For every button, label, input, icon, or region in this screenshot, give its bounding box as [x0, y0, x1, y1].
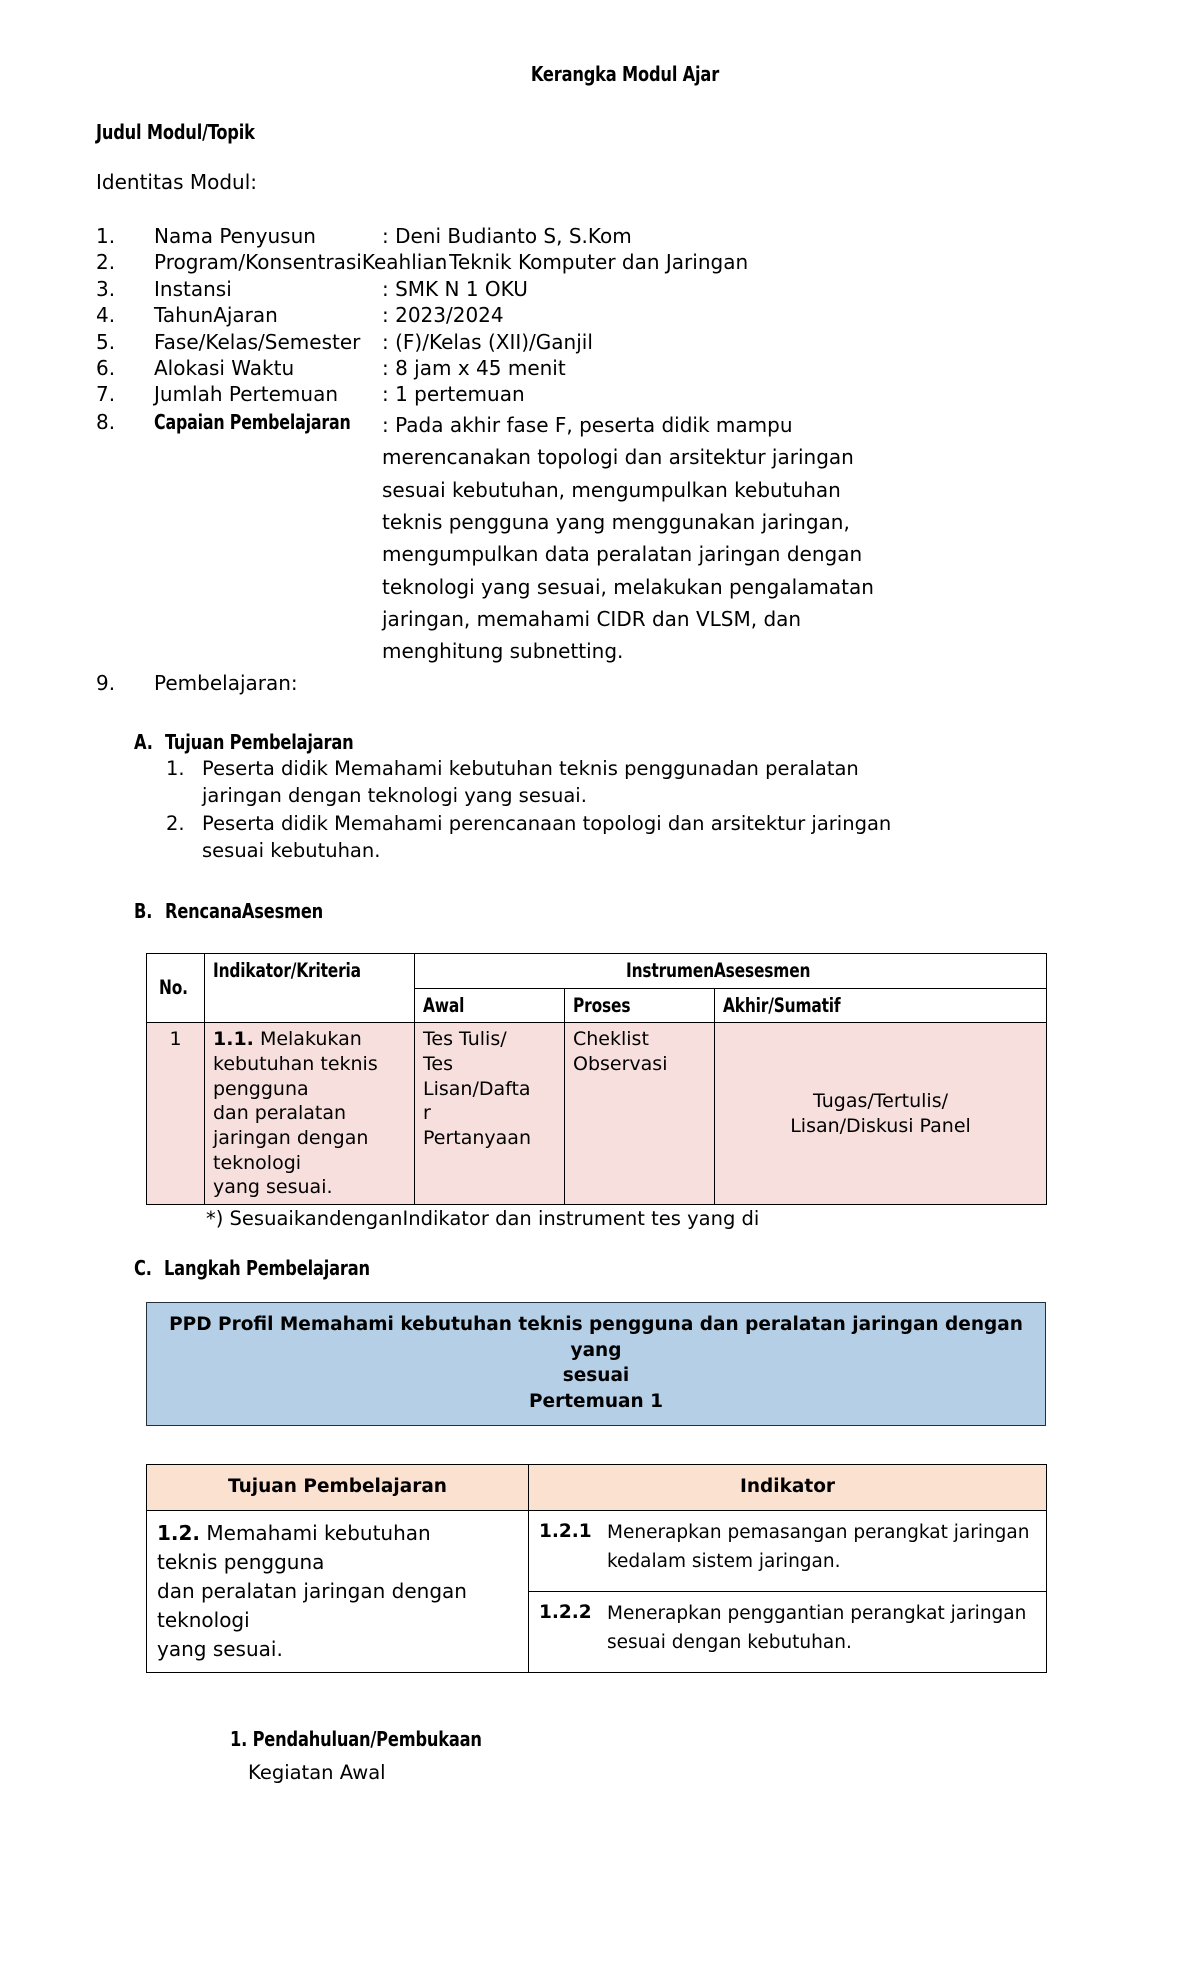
- col-header-tujuan: [147, 1465, 529, 1511]
- col-header-indikator: [529, 1465, 1047, 1511]
- col-header-proses: [565, 988, 715, 1023]
- item-number: 3.: [96, 276, 116, 301]
- cell-line: r: [423, 1102, 431, 1125]
- cell-akhir: [715, 1023, 1047, 1205]
- cell-line: [157, 1519, 518, 1548]
- cell-line: dan peralatan: [213, 1102, 347, 1125]
- cell-no: 1: [147, 1023, 205, 1205]
- section-a-heading: [134, 730, 1124, 754]
- table-row: [147, 1510, 1047, 1591]
- col-header-akhir-text: Akhir/Sumatif: [723, 993, 841, 1017]
- cell-line: Lisan/Diskusi Panel: [790, 1114, 971, 1137]
- item-label: Nama Penyusun: [154, 224, 316, 248]
- cell-line: Menerapkan pemasangan perangkat jaringan: [607, 1521, 1030, 1543]
- section-b: [96, 899, 1124, 923]
- asesmen-table-wrap: [96, 953, 1124, 1230]
- item-value: : Deni Budianto S, S.Kom: [382, 224, 632, 248]
- tujuan-code: 1.2.: [157, 1520, 201, 1545]
- tujuan-indikator-table-wrap: [96, 1464, 1124, 1673]
- item-label: Program/KonsentrasiKeahlian: [154, 250, 448, 275]
- section-a-letter: A.: [134, 730, 153, 755]
- section-a: [96, 730, 1124, 865]
- item-label: TahunAjaran: [154, 303, 278, 328]
- cell-line: Tugas/Tertulis/: [813, 1089, 948, 1112]
- col-header-no-text: No.: [159, 976, 188, 1000]
- identitas-item: [96, 355, 1124, 381]
- cell-line: yang sesuai.: [213, 1176, 333, 1199]
- item-label: [154, 409, 382, 435]
- indikator-text: [607, 1600, 1036, 1657]
- cell-line: [213, 1027, 406, 1052]
- cell-line: Tes: [423, 1052, 453, 1075]
- indikator-text: [607, 1519, 1036, 1576]
- col-header-indikator-text: Indikator: [739, 1476, 836, 1498]
- item-label: Pembelajaran:: [154, 670, 298, 695]
- module-title-heading: [96, 120, 1124, 144]
- cell-indikator: [529, 1591, 1047, 1672]
- cell-line: Lisan/Dafta: [423, 1077, 531, 1100]
- col-header-proses-text: Proses: [573, 993, 631, 1017]
- capaian-label-text: Capaian Pembelajaran: [154, 409, 351, 434]
- capaian-pembelajaran-item: [96, 409, 1124, 668]
- item-value: : 8 jam x 45 menit: [382, 355, 566, 380]
- cell-line: kebutuhan teknis: [213, 1052, 378, 1075]
- table-row: [147, 1023, 1047, 1205]
- pendahuluan-section: [96, 1727, 1124, 1784]
- identitas-item: [96, 276, 1124, 302]
- identitas-item: [96, 329, 1124, 355]
- pendahuluan-heading-text: 1. Pendahuluan/Pembukaan: [230, 1726, 482, 1751]
- identitas-list: [96, 223, 1124, 696]
- indikator-code: 1.1.: [213, 1028, 254, 1051]
- item-value: : 2023/2024: [382, 303, 504, 328]
- section-c-title: Langkah Pembelajaran: [164, 1256, 371, 1281]
- col-header-akhir: [715, 988, 1047, 1023]
- table-header: [147, 953, 1047, 1022]
- list-item-label: Peserta didik Memahami perencanaan topologi dan arsitektur jaringan sesuai kebutuhan.: [202, 812, 892, 862]
- item-number: 1.: [96, 224, 116, 248]
- item-label: Alokasi Waktu: [154, 355, 295, 380]
- identitas-item: [96, 381, 1124, 407]
- cell-awal: [415, 1023, 565, 1205]
- item-label: Fase/Kelas/Semester: [154, 329, 361, 354]
- col-header-awal-text: Awal: [423, 993, 465, 1017]
- module-title-heading-text: Judul Modul/Topik: [96, 120, 255, 144]
- identitas-item: [96, 249, 1124, 275]
- ppd-banner: [146, 1302, 1046, 1426]
- col-header-indikator-text: Indikator/Kriteria: [213, 958, 361, 982]
- col-header-instrumen: [415, 953, 1047, 988]
- banner-line-3: Pertemuan 1: [528, 1390, 664, 1412]
- indikator-entry: [539, 1519, 1036, 1576]
- cell-line: Menerapkan penggantian perangkat jaringan: [607, 1602, 1027, 1624]
- list-item-marker: 2.: [166, 812, 185, 836]
- list-item-marker: 1.: [166, 757, 185, 781]
- list-item: [134, 811, 1124, 865]
- cell-line: teknologi: [157, 1607, 250, 1632]
- item-value: : SMK N 1 OKU: [382, 276, 528, 301]
- col-header-awal: [415, 988, 565, 1023]
- table-body: [147, 1023, 1047, 1205]
- page-title: [96, 62, 1124, 86]
- list-item-label: Peserta didik Memahami kebutuhan teknis penggunadan peralatan jaringan dengan teknologi yang sesuai.: [202, 757, 859, 808]
- pendahuluan-subtext: Kegiatan Awal: [248, 1760, 386, 1784]
- cell-line: kedalam sistem jaringan.: [607, 1550, 841, 1572]
- item-value: : Teknik Komputer dan Jaringan: [436, 250, 749, 275]
- cell-line: dan peralatan jaringan dengan: [157, 1578, 467, 1603]
- cell-indikator: [529, 1510, 1047, 1591]
- pembelajaran-item: [96, 670, 1124, 696]
- section-c: [96, 1256, 1124, 1280]
- table-header-row: [147, 953, 1047, 988]
- cell-proses: [565, 1023, 715, 1205]
- section-b-heading: [134, 899, 1124, 923]
- identitas-item: [96, 302, 1124, 328]
- page-title-text: Kerangka Modul Ajar: [530, 62, 720, 86]
- indikator-line: Melakukan: [259, 1028, 362, 1051]
- asesmen-table: [146, 953, 1047, 1205]
- banner-line-1: PPD Profil Memahami kebutuhan teknis pengguna dan peralatan jaringan dengan yang: [169, 1314, 1023, 1361]
- section-c-letter: C.: [134, 1256, 152, 1281]
- cell-line: Cheklist: [573, 1028, 649, 1051]
- table-header: [147, 1465, 1047, 1511]
- item-number: 6.: [96, 355, 116, 380]
- asesmen-footnote: *) SesuaikandenganIndikator dan instrument tes yang di: [206, 1207, 760, 1231]
- item-value: : (F)/Kelas (XII)/Ganjil: [382, 329, 593, 354]
- cell-line: jaringan dengan: [213, 1127, 369, 1149]
- cell-line: teknis pengguna: [157, 1549, 325, 1574]
- col-header-no: [147, 953, 205, 1022]
- col-header-instrumen-text: InstrumenAsesesmen: [625, 958, 811, 982]
- cell-line: Pertanyaan: [423, 1127, 531, 1149]
- section-a-list: [134, 756, 1124, 865]
- cell-line: yang sesuai.: [157, 1636, 283, 1661]
- item-number: 8.: [96, 409, 116, 434]
- item-label: Instansi: [154, 276, 232, 301]
- indikator-code: 1.2.1: [539, 1520, 592, 1542]
- tujuan-line: Memahami kebutuhan: [206, 1520, 431, 1545]
- tujuan-indikator-table: [146, 1464, 1047, 1673]
- item-value: : 1 pertemuan: [382, 382, 525, 407]
- pendahuluan-heading: [230, 1727, 1124, 1751]
- capaian-value: : Pada akhir fase F, peserta didik mampu merencanakan topologi dan arsitektur jaringan sesuai kebutuhan, mengumpulkan kebutuhan teknis pengguna yang menggunakan jaringan, mengumpulkan data peralatan jaringan dengan teknologi yang sesuai, melakukan pengalamatan jaringan, memahami CIDR dan VLSM, dan menghitung subnetting.: [382, 412, 874, 664]
- item-number: 9.: [96, 670, 116, 695]
- section-b-title: RencanaAsesmen: [164, 898, 323, 923]
- table-header-row: [147, 1465, 1047, 1511]
- section-c-heading: [134, 1256, 1124, 1280]
- cell-line: Tes Tulis/: [423, 1028, 507, 1051]
- item-label: Jumlah Pertemuan: [154, 382, 339, 407]
- col-header-tujuan-text: Tujuan Pembelajaran: [228, 1476, 447, 1498]
- banner-line-2: sesuai: [562, 1365, 630, 1387]
- table-body: [147, 1510, 1047, 1672]
- identitas-item: [96, 223, 1124, 249]
- cell-indikator: [205, 1023, 415, 1205]
- item-number: 2.: [96, 250, 116, 275]
- item-number: 4.: [96, 303, 116, 328]
- cell-line: teknologi: [213, 1151, 302, 1174]
- item-number: 7.: [96, 382, 116, 407]
- cell-line: pengguna: [213, 1077, 309, 1100]
- cell-line: sesuai dengan kebutuhan.: [607, 1631, 852, 1653]
- col-header-indikator: [205, 953, 415, 1022]
- indikator-entry: [539, 1600, 1036, 1657]
- section-b-letter: B.: [134, 898, 153, 923]
- indikator-code: 1.2.2: [539, 1601, 592, 1623]
- cell-tujuan: [147, 1510, 529, 1672]
- identitas-label: Identitas Modul:: [96, 170, 258, 194]
- cell-line: Observasi: [573, 1052, 668, 1075]
- section-a-title: Tujuan Pembelajaran: [165, 730, 354, 755]
- list-item: [134, 756, 1124, 810]
- item-number: 5.: [96, 329, 116, 354]
